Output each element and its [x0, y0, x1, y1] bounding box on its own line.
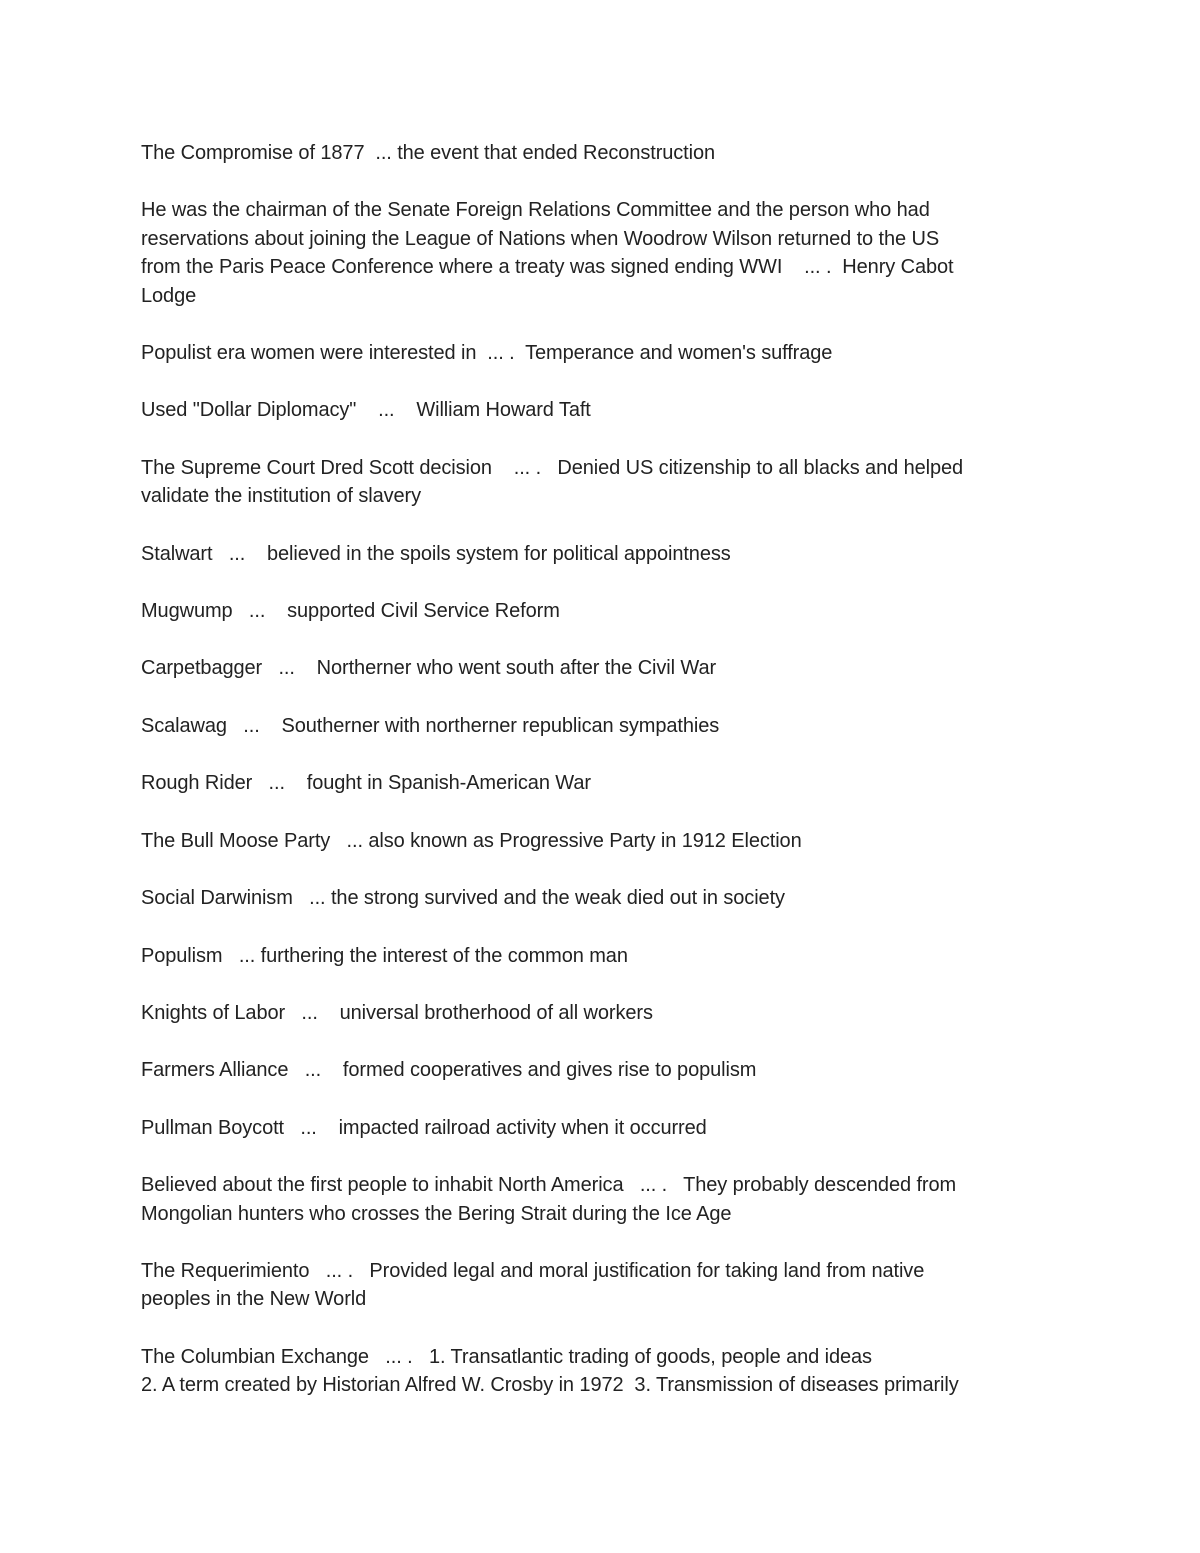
document-body [141, 139, 1041, 1429]
qa-entry [141, 196, 1041, 310]
entry-line: The Columbian Exchange ... . 1. Transatlantic trading of goods, people and ideas [141, 1345, 872, 1368]
entry-line: Believed about the first people to inhabit North America ... . They probably descended from [141, 1174, 957, 1197]
entry-line: Stalwart ... believed in the spoils system for political appointness [141, 542, 731, 565]
qa-entry [141, 942, 1041, 970]
qa-entry [141, 597, 1041, 625]
qa-entry [141, 1114, 1041, 1142]
qa-entry [141, 339, 1041, 367]
qa-entry [141, 999, 1041, 1027]
entry-line: Populist era women were interested in ... . Temperance and women's suffrage [141, 342, 833, 365]
entry-line: Used "Dollar Diplomacy" ... William Howard Taft [141, 399, 591, 422]
qa-entry [141, 712, 1041, 740]
entry-line: The Supreme Court Dred Scott decision ... . Denied US citizenship to all blacks and helped [141, 456, 964, 479]
entry-line: Mongolian hunters who crosses the Bering Strait during the Ice Age [141, 1202, 732, 1225]
qa-entry [141, 1171, 1041, 1228]
entry-line: from the Paris Peace Conference where a treaty was signed ending WWI ... . Henry Cabot [141, 256, 954, 279]
entry-line: 2. A term created by Historian Alfred W. Crosby in 1972 3. Transmission of diseases primarily [141, 1374, 959, 1397]
entry-line: Rough Rider ... fought in Spanish-American War [141, 772, 591, 795]
qa-entry [141, 654, 1041, 682]
qa-entry [141, 1257, 1041, 1314]
qa-entry [141, 540, 1041, 568]
qa-entry [141, 139, 1041, 167]
entry-line: Pullman Boycott ... impacted railroad activity when it occurred [141, 1116, 707, 1139]
entry-line: Lodge [141, 284, 197, 307]
qa-entry [141, 884, 1041, 912]
entry-line: reservations about joining the League of Nations when Woodrow Wilson returned to the US [141, 227, 940, 250]
entry-line: Populism ... furthering the interest of the common man [141, 944, 628, 967]
entry-line: Scalawag ... Southerner with northerner republican sympathies [141, 714, 720, 737]
qa-entry [141, 1056, 1041, 1084]
qa-entry [141, 1343, 1041, 1400]
qa-entry [141, 454, 1041, 511]
qa-entry [141, 827, 1041, 855]
entry-line: validate the institution of slavery [141, 485, 421, 508]
entry-line: Carpetbagger ... Northerner who went south after the Civil War [141, 657, 717, 680]
qa-entry [141, 396, 1041, 424]
entry-line: Knights of Labor ... universal brotherhood of all workers [141, 1001, 653, 1024]
qa-entry [141, 769, 1041, 797]
entry-line: Social Darwinism ... the strong survived and the weak died out in society [141, 887, 785, 910]
entry-line: The Requerimiento ... . Provided legal and moral justification for taking land from native [141, 1259, 925, 1282]
entry-line: Farmers Alliance ... formed cooperatives and gives rise to populism [141, 1059, 757, 1082]
entry-line: The Compromise of 1877 ... the event that ended Reconstruction [141, 142, 716, 164]
entry-line: He was the chairman of the Senate Foreign Relations Committee and the person who had [141, 199, 930, 222]
entry-line: peoples in the New World [141, 1288, 367, 1311]
entry-line: Mugwump ... supported Civil Service Reform [141, 600, 560, 623]
entry-line: The Bull Moose Party ... also known as Progressive Party in 1912 Election [141, 829, 802, 852]
